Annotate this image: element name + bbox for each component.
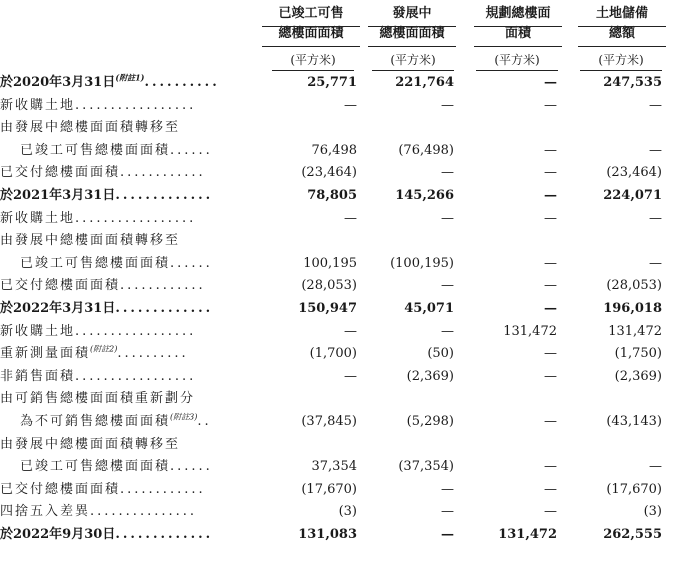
row-label — [0, 367, 196, 387]
row-label-text: 由可銷售總樓面面積重新劃分 — [0, 391, 196, 407]
cell-completed-gfa: (37,845) — [301, 414, 357, 429]
cell-completed-gfa: 25,771 — [307, 75, 357, 90]
cell-total-land-bank: — — [649, 142, 662, 158]
cell-planned-gfa: — — [544, 165, 557, 181]
column-header-completed-gfa — [262, 6, 360, 46]
table-row — [0, 231, 682, 251]
cell-planned-gfa: 131,472 — [503, 323, 557, 339]
leader-dots: .......... — [117, 346, 189, 362]
leader-dots: .. — [197, 414, 212, 429]
table-row — [0, 480, 682, 500]
footnote-ref: (附註2) — [90, 344, 118, 354]
row-label — [0, 502, 197, 522]
table-row — [0, 73, 682, 93]
leader-dots: ................. — [75, 368, 197, 384]
unit-label — [476, 52, 558, 68]
unit-underline — [580, 70, 662, 71]
cell-planned-gfa: — — [544, 346, 557, 362]
cell-total-land-bank: 224,071 — [603, 188, 662, 203]
table-row — [0, 435, 682, 455]
row-label — [0, 231, 180, 251]
unit-text: (平方米) — [494, 53, 540, 67]
column-header-under-development-gfa — [368, 6, 456, 46]
row-label-text: 由發展中總樓面面積轉移至 — [0, 436, 181, 452]
cell-under-development-gfa: (37,354) — [398, 459, 454, 475]
table-row — [0, 299, 682, 319]
cell-completed-gfa: (1,700) — [309, 346, 357, 362]
header-line1: 已竣工可售 — [278, 6, 344, 21]
table-row — [0, 525, 682, 545]
row-label — [0, 525, 213, 545]
cell-completed-gfa: 37,354 — [311, 459, 357, 475]
cell-completed-gfa: (28,053) — [301, 278, 357, 294]
leader-dots: ............ — [120, 481, 206, 497]
row-label — [20, 141, 213, 161]
header-divider — [474, 26, 562, 27]
cell-completed-gfa: (23,464) — [301, 165, 357, 181]
cell-planned-gfa: — — [544, 97, 557, 113]
table-row — [0, 276, 682, 296]
unit-label — [372, 52, 454, 68]
cell-planned-gfa: — — [544, 188, 557, 203]
row-label-text: 於2022年3月31日 — [0, 301, 116, 316]
leader-dots: .......... — [144, 75, 220, 90]
row-label — [0, 96, 196, 116]
row-label-text: 新收購土地 — [0, 323, 76, 339]
table-row — [0, 163, 682, 183]
cell-completed-gfa: — — [344, 97, 357, 113]
row-label-text: 新收購土地 — [0, 97, 76, 113]
row-label-text: 已交付總樓面面積 — [0, 278, 121, 294]
leader-dots: ............. — [115, 527, 214, 542]
cell-completed-gfa: 100,195 — [303, 255, 357, 271]
cell-planned-gfa: — — [544, 301, 557, 316]
row-label-text: 於2020年3月31日 — [0, 75, 116, 90]
cell-under-development-gfa: (50) — [427, 346, 454, 362]
row-label — [0, 209, 196, 229]
cell-total-land-bank: — — [649, 97, 662, 113]
cell-total-land-bank: 131,472 — [608, 323, 662, 339]
leader-dots: ............ — [120, 165, 206, 181]
row-label — [0, 299, 213, 319]
cell-under-development-gfa: — — [441, 323, 454, 339]
cell-completed-gfa: 76,498 — [311, 142, 357, 158]
row-label — [20, 412, 212, 432]
cell-total-land-bank: 196,018 — [603, 301, 662, 316]
row-label — [0, 118, 180, 138]
row-label-text: 非銷售面積 — [0, 368, 76, 384]
table-row — [0, 141, 682, 161]
table-row — [0, 389, 682, 409]
cell-planned-gfa: — — [544, 142, 557, 158]
cell-completed-gfa: (3) — [338, 504, 357, 520]
header-line1: 規劃總樓面 — [485, 6, 551, 21]
cell-total-land-bank: — — [649, 459, 662, 475]
cell-under-development-gfa: (100,195) — [390, 255, 454, 271]
cell-under-development-gfa: — — [441, 210, 454, 226]
cell-under-development-gfa: (2,369) — [406, 368, 454, 384]
header-line2: 總額 — [608, 26, 635, 41]
header-line2: 總樓面面積 — [379, 26, 445, 41]
cell-under-development-gfa: — — [441, 278, 454, 294]
footnote-ref: (附註3) — [170, 412, 198, 422]
cell-total-land-bank: — — [649, 210, 662, 226]
cell-completed-gfa: — — [344, 368, 357, 384]
header-divider — [262, 26, 360, 27]
cell-total-land-bank: (28,053) — [606, 278, 662, 294]
row-label — [0, 73, 220, 93]
leader-dots: ...... — [170, 255, 213, 271]
cell-completed-gfa: — — [344, 323, 357, 339]
leader-dots: ................. — [75, 97, 197, 113]
row-label-text: 於2021年3月31日 — [0, 188, 116, 203]
cell-under-development-gfa: 145,266 — [395, 188, 454, 203]
row-label-text: 已竣工可售總樓面面積 — [20, 142, 171, 158]
header-divider — [578, 26, 666, 27]
cell-planned-gfa: — — [544, 278, 557, 294]
leader-dots: ................. — [75, 323, 197, 339]
table-row — [0, 457, 682, 477]
cell-total-land-bank: (1,750) — [614, 346, 662, 362]
table-row — [0, 322, 682, 342]
cell-total-land-bank: (2,369) — [614, 368, 662, 384]
cell-completed-gfa: (17,670) — [301, 481, 357, 497]
cell-planned-gfa: — — [544, 210, 557, 226]
row-label-text: 由發展中總樓面面積轉移至 — [0, 120, 181, 136]
row-label-text: 已交付總樓面面積 — [0, 481, 121, 497]
row-label — [20, 254, 213, 274]
unit-text: (平方米) — [598, 53, 644, 67]
table-row — [0, 209, 682, 229]
leader-dots: ...... — [170, 142, 213, 158]
cell-under-development-gfa: (76,498) — [398, 142, 454, 158]
cell-total-land-bank: (43,143) — [606, 414, 662, 429]
header-divider — [578, 46, 666, 47]
row-label-text: 於2022年9月30日 — [0, 527, 116, 542]
row-label — [0, 322, 196, 342]
unit-label — [580, 52, 662, 68]
cell-planned-gfa: — — [544, 414, 557, 429]
row-label — [0, 480, 206, 500]
row-label — [0, 344, 189, 364]
header-line1: 發展中 — [392, 6, 432, 21]
cell-planned-gfa: — — [544, 255, 557, 271]
table-row — [0, 367, 682, 387]
unit-underline — [476, 70, 558, 71]
row-label-text: 新收購土地 — [0, 210, 76, 226]
cell-total-land-bank: — — [649, 255, 662, 271]
unit-text: (平方米) — [290, 53, 336, 67]
cell-under-development-gfa: — — [441, 165, 454, 181]
unit-underline — [372, 70, 454, 71]
leader-dots: ...... — [170, 459, 213, 475]
row-label — [0, 389, 195, 409]
cell-total-land-bank: (23,464) — [606, 165, 662, 181]
cell-completed-gfa: 78,805 — [307, 188, 357, 203]
row-label-text: 為不可銷售總樓面面積 — [20, 414, 171, 429]
cell-under-development-gfa: 45,071 — [404, 301, 454, 316]
row-label-text: 已竣工可售總樓面面積 — [20, 255, 171, 271]
unit-label — [272, 52, 354, 68]
row-label — [20, 457, 213, 477]
leader-dots: ............ — [120, 278, 206, 294]
cell-total-land-bank: (17,670) — [606, 481, 662, 497]
column-header-total-land-bank — [578, 6, 666, 46]
table-row — [0, 502, 682, 522]
cell-planned-gfa: 131,472 — [498, 527, 557, 542]
cell-planned-gfa: — — [544, 368, 557, 384]
cell-completed-gfa: — — [344, 210, 357, 226]
row-label-text: 由發展中總樓面面積轉移至 — [0, 233, 181, 249]
row-label — [0, 163, 206, 183]
table-row — [0, 118, 682, 138]
row-label — [0, 186, 213, 206]
row-label-text: 已交付總樓面面積 — [0, 165, 121, 181]
leader-dots: ............... — [90, 504, 198, 520]
header-line2: 總樓面面積 — [278, 26, 344, 41]
table-row — [0, 412, 682, 432]
column-header-planned-gfa — [474, 6, 562, 46]
unit-text: (平方米) — [390, 53, 436, 67]
cell-total-land-bank: 247,535 — [603, 75, 662, 90]
cell-planned-gfa: — — [544, 75, 557, 90]
cell-under-development-gfa: — — [441, 481, 454, 497]
cell-total-land-bank: (3) — [643, 504, 662, 520]
cell-under-development-gfa: 221,764 — [395, 75, 454, 90]
footnote-ref: (附註1) — [115, 72, 145, 83]
header-divider — [262, 46, 360, 47]
cell-under-development-gfa: — — [441, 97, 454, 113]
table-row — [0, 186, 682, 206]
cell-total-land-bank: 262,555 — [603, 527, 662, 542]
unit-underline — [272, 70, 354, 71]
leader-dots: ................. — [75, 210, 197, 226]
row-label — [0, 435, 180, 455]
table-row — [0, 344, 682, 364]
header-line1: 土地儲備 — [595, 6, 648, 21]
leader-dots: ............. — [115, 188, 214, 203]
row-label — [0, 276, 206, 296]
row-label-text: 重新測量面積 — [0, 346, 91, 362]
table-row — [0, 254, 682, 274]
row-label-text: 已竣工可售總樓面面積 — [20, 459, 171, 475]
cell-under-development-gfa: (5,298) — [406, 414, 454, 429]
cell-planned-gfa: — — [544, 481, 557, 497]
cell-completed-gfa: 150,947 — [298, 301, 357, 316]
cell-under-development-gfa: — — [441, 527, 454, 542]
cell-planned-gfa: — — [544, 504, 557, 520]
header-divider — [368, 46, 456, 47]
table-row — [0, 96, 682, 116]
row-label-text: 四捨五入差異 — [0, 504, 91, 520]
cell-completed-gfa: 131,083 — [298, 527, 357, 542]
header-divider — [368, 26, 456, 27]
cell-under-development-gfa: — — [441, 504, 454, 520]
header-divider — [474, 46, 562, 47]
cell-planned-gfa: — — [544, 459, 557, 475]
leader-dots: ............. — [115, 301, 214, 316]
header-line2: 面積 — [504, 26, 531, 41]
